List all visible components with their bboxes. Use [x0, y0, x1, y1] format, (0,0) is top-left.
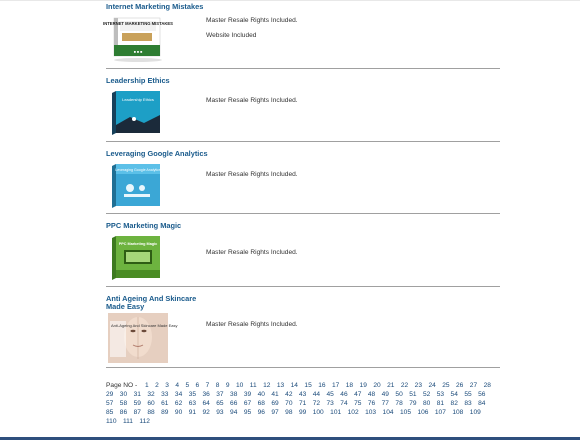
page-link[interactable]: 50: [395, 391, 403, 398]
page-link[interactable]: 59: [133, 400, 141, 407]
cover-text: INTERNET MARKETING MISTAKES: [103, 21, 173, 26]
page-link[interactable]: 24: [428, 382, 436, 389]
page-link[interactable]: 100: [312, 409, 324, 416]
page-link[interactable]: 1: [145, 382, 149, 389]
cover-text: Anti-Ageing And Skincare Made Easy: [111, 323, 178, 328]
page-link[interactable]: 4: [175, 382, 179, 389]
page-link[interactable]: 64: [202, 400, 210, 407]
pagination-label: Page NO -: [106, 382, 138, 389]
page-link[interactable]: 9: [225, 382, 230, 389]
page-link[interactable]: 17: [331, 382, 340, 389]
feature-text: Website Included: [206, 32, 257, 39]
page-link[interactable]: 69: [271, 400, 279, 407]
page-link[interactable]: 31: [133, 391, 141, 398]
page-link[interactable]: 42: [285, 391, 293, 398]
page-link[interactable]: 56: [478, 391, 486, 398]
page-link[interactable]: 105: [399, 409, 411, 416]
page-link[interactable]: 86: [119, 409, 128, 416]
page-link[interactable]: 57: [106, 400, 114, 407]
product-features: [206, 171, 298, 179]
page-link[interactable]: 52: [422, 391, 431, 398]
page-link[interactable]: 25: [442, 382, 450, 389]
pagination: [106, 381, 500, 426]
page-link[interactable]: 79: [409, 400, 417, 407]
page-link[interactable]: 45: [326, 391, 334, 398]
page-link[interactable]: 68: [257, 400, 265, 407]
page-link[interactable]: 87: [133, 409, 141, 416]
product-features: [206, 97, 298, 105]
page-link[interactable]: 27: [469, 382, 478, 389]
page-link[interactable]: 94: [230, 409, 238, 416]
page-link[interactable]: 15: [304, 382, 312, 389]
page-link[interactable]: 40: [257, 391, 265, 398]
product-title-link[interactable]: PPC Marketing Magic: [106, 221, 182, 230]
product-title-link[interactable]: Leveraging Google Analytics: [106, 149, 208, 158]
product-features: [206, 321, 298, 329]
page-link[interactable]: 81: [436, 400, 445, 407]
page-link[interactable]: 13: [276, 382, 285, 389]
page-link[interactable]: 33: [161, 391, 169, 398]
page-link[interactable]: 29: [106, 391, 114, 398]
page-link[interactable]: 89: [161, 409, 169, 416]
ebook-cover-icon[interactable]: [108, 234, 168, 284]
page-link[interactable]: 75: [354, 400, 362, 407]
page-link[interactable]: 62: [174, 400, 183, 407]
page-link[interactable]: 91: [188, 409, 197, 416]
feature-text: Master Resale Rights Included.: [206, 249, 298, 256]
page-link[interactable]: 6: [195, 382, 200, 389]
product-item: [106, 287, 500, 368]
page-link[interactable]: 43: [298, 391, 307, 398]
page-link[interactable]: 46: [340, 391, 348, 398]
page-link[interactable]: 85: [106, 409, 114, 416]
page-link[interactable]: 48: [367, 391, 376, 398]
page-link[interactable]: 39: [243, 391, 252, 398]
page-link[interactable]: 2: [155, 382, 159, 389]
page-link[interactable]: 82: [450, 400, 458, 407]
page-link[interactable]: 49: [381, 391, 389, 398]
face-cover-icon[interactable]: [108, 313, 178, 363]
page-link[interactable]: 54: [450, 391, 458, 398]
page-link[interactable]: 53: [436, 391, 445, 398]
page-link[interactable]: 55: [464, 391, 472, 398]
page-link[interactable]: 74: [340, 400, 348, 407]
page-link[interactable]: 95: [243, 409, 252, 416]
page-link[interactable]: 111: [122, 418, 133, 425]
page-link[interactable]: 8: [215, 382, 220, 389]
page-link[interactable]: 67: [243, 400, 252, 407]
ebook-cover-icon[interactable]: [108, 89, 168, 139]
product-title-link[interactable]: Internet Marketing Mistakes: [106, 2, 204, 11]
page-link[interactable]: 38: [230, 391, 238, 398]
page-link[interactable]: 21: [387, 382, 395, 389]
page-link[interactable]: 3: [165, 382, 169, 389]
product-item: [103, 2, 500, 69]
page-link[interactable]: 16: [318, 382, 326, 389]
page-link[interactable]: 71: [298, 400, 307, 407]
page-link[interactable]: 28: [483, 382, 491, 389]
page-link[interactable]: 22: [400, 382, 409, 389]
page-link[interactable]: 88: [147, 409, 155, 416]
ebook-cover-icon[interactable]: [103, 15, 173, 65]
svg-text:■ ■ ■: ■ ■ ■: [133, 50, 143, 54]
page-link[interactable]: 36: [202, 391, 210, 398]
page-link[interactable]: 30: [119, 391, 128, 398]
page-link[interactable]: 76: [367, 400, 376, 407]
product-list: [103, 2, 500, 368]
page-link[interactable]: 34: [174, 391, 183, 398]
page-link[interactable]: 32: [147, 391, 155, 398]
feature-text: Master Resale Rights Included.: [206, 17, 298, 24]
page-link[interactable]: 84: [478, 400, 486, 407]
page-link[interactable]: 110: [106, 418, 117, 425]
page-link[interactable]: 78: [395, 400, 403, 407]
page-link[interactable]: 103: [365, 409, 377, 416]
product-item: [106, 142, 500, 214]
page-link[interactable]: 66: [230, 400, 238, 407]
page-link[interactable]: 51: [409, 391, 417, 398]
page-link[interactable]: 96: [257, 409, 265, 416]
page-link[interactable]: 102: [347, 409, 359, 416]
page-link[interactable]: 73: [326, 400, 334, 407]
cover-text: Leadership Ethics: [122, 97, 154, 102]
page-link[interactable]: 37: [216, 391, 224, 398]
page-link[interactable]: 19: [359, 382, 367, 389]
page-link[interactable]: 12: [263, 382, 271, 389]
page-link[interactable]: 20: [373, 382, 381, 389]
page-link[interactable]: 44: [312, 391, 321, 398]
page-link[interactable]: 11: [249, 382, 257, 389]
feature-text: Master Resale Rights Included.: [206, 171, 298, 178]
page-link[interactable]: 5: [185, 382, 190, 389]
product-features: [206, 17, 298, 40]
page-link[interactable]: 93: [216, 409, 224, 416]
top-divider: [0, 0, 580, 1]
page-link[interactable]: 77: [381, 400, 389, 407]
page-link[interactable]: 35: [188, 391, 197, 398]
page-link[interactable]: 83: [464, 400, 472, 407]
ebook-cover-icon[interactable]: [108, 162, 168, 212]
product-features: [206, 249, 298, 257]
page-link[interactable]: 47: [354, 391, 362, 398]
page-link[interactable]: 92: [202, 409, 210, 416]
page-link[interactable]: 18: [345, 382, 354, 389]
page-link[interactable]: 65: [216, 400, 224, 407]
page-link[interactable]: 108: [452, 409, 464, 416]
page-link[interactable]: 10: [235, 382, 244, 389]
page-link[interactable]: 7: [205, 382, 210, 389]
page-link[interactable]: 101: [330, 409, 342, 416]
page-link[interactable]: 109: [469, 409, 481, 416]
page-link[interactable]: 23: [414, 382, 422, 389]
page-link[interactable]: 61: [161, 400, 169, 407]
page-link[interactable]: 107: [434, 409, 446, 416]
page-link[interactable]: 112: [139, 418, 150, 425]
page-link[interactable]: 14: [290, 382, 298, 389]
page-link[interactable]: 58: [119, 400, 128, 407]
page-link[interactable]: 72: [312, 400, 321, 407]
page-link[interactable]: 97: [271, 409, 279, 416]
page-link[interactable]: 63: [188, 400, 197, 407]
page-link[interactable]: 98: [285, 409, 293, 416]
page-link[interactable]: 70: [285, 400, 293, 407]
page-link[interactable]: 26: [456, 382, 464, 389]
product-item: [106, 214, 500, 287]
page-link[interactable]: 90: [174, 409, 183, 416]
product-title-link[interactable]: Leadership Ethics: [106, 76, 170, 85]
pagination-links: [106, 382, 496, 425]
product-title-link[interactable]: Anti Ageing And Skincare Made Easy: [106, 294, 197, 311]
cover-text: PPC Marketing Magic: [118, 242, 158, 246]
page-link[interactable]: 60: [147, 400, 155, 407]
page-link[interactable]: 41: [271, 391, 279, 398]
product-item: [106, 69, 500, 142]
feature-text: Master Resale Rights Included.: [206, 97, 298, 104]
page-link[interactable]: 104: [382, 409, 394, 416]
cover-text: Leveraging Google Analytics: [115, 168, 161, 172]
page-link[interactable]: 80: [422, 400, 431, 407]
page-link[interactable]: 106: [417, 409, 429, 416]
feature-text: Master Resale Rights Included.: [206, 321, 298, 328]
page-link[interactable]: 99: [298, 409, 307, 416]
